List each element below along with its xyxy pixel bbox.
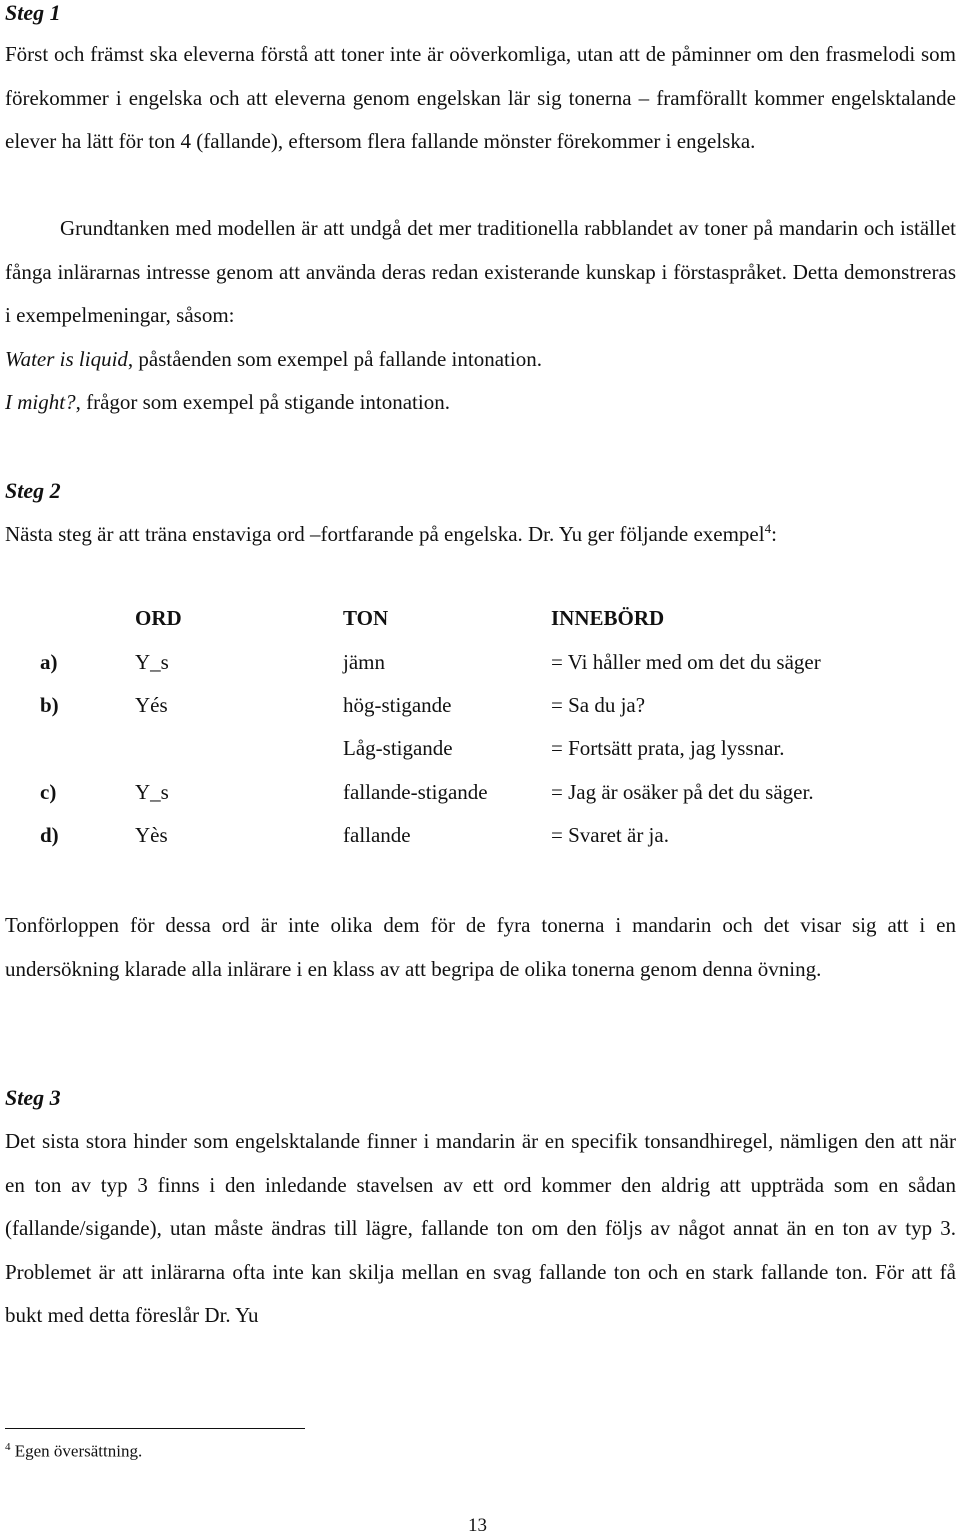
step1-heading: Steg 1	[5, 0, 61, 25]
example-question-text: , frågor som exempel på stigande intonation.	[75, 390, 450, 414]
row-meaning: = Fortsätt prata, jag lyssnar.	[551, 736, 785, 760]
example-question-italic: I might?	[5, 390, 76, 414]
table-header	[0, 606, 960, 649]
example-statement-italic: Water is liquid	[5, 347, 128, 371]
row-meaning: = Sa du ja?	[551, 693, 646, 717]
row-tone: jämn	[343, 650, 385, 674]
footnote-number: 4	[5, 1441, 11, 1453]
row-tone: fallande-stigande	[343, 780, 488, 804]
step1-paragraph-2: Grundtanken med modellen är att undgå det mer traditionella rabblandet av toner på mandarin och istället fånga inlärarnas intresse genom att använda deras redan existerande kunskap i förstaspråket. Detta demonstreras i exempelmeningar, såsom:	[5, 216, 956, 328]
table-row	[0, 693, 960, 736]
example-statement	[5, 347, 542, 372]
row-meaning: = Jag är osäker på det du säger.	[551, 780, 814, 804]
step2-intro	[5, 521, 777, 547]
row-meaning: = Vi håller med om det du säger	[551, 650, 821, 674]
step2-paragraph-after: Tonförloppen för dessa ord är inte olika dem för de fyra tonerna i mandarin och det visar sig att i en undersökning klarade alla inlärare i en klass av att begripa de olika tonerna genom denna övning.	[5, 913, 956, 981]
step2-intro-end: :	[771, 522, 777, 546]
step2-heading: Steg 2	[5, 478, 61, 503]
row-word: Yés	[135, 693, 168, 717]
header-ton: TON	[343, 606, 389, 630]
row-tone: Låg-stigande	[343, 736, 453, 760]
example-statement-text: , påståenden som exempel på fallande intonation.	[127, 347, 542, 371]
header-ord: ORD	[135, 606, 182, 630]
footnote	[5, 1441, 142, 1462]
table-row	[0, 823, 960, 866]
footnote-text: Egen översättning.	[10, 1441, 143, 1461]
step1-paragraph-1: Först och främst ska eleverna förstå att toner inte är oöverkomliga, utan att de påminner om den frasmelodi som förekommer i engelska och att eleverna genom engelskan lär sig tonerna – framförallt kommer engelsktalande elever ha lätt för ton 4 (fallande), eftersom flera fallande mönster förekommer i engelska.	[5, 42, 956, 154]
footnote-divider	[5, 1428, 305, 1429]
table-row	[0, 780, 960, 823]
step2-intro-text: Nästa steg är att träna enstaviga ord –fortfarande på engelska. Dr. Yu ger följande exempel	[5, 522, 765, 546]
row-word: Yès	[135, 823, 168, 847]
example-question	[5, 390, 450, 415]
row-tone: fallande	[343, 823, 411, 847]
header-innebord: INNEBÖRD	[551, 606, 665, 630]
table-row	[0, 650, 960, 693]
row-word: Y_s	[135, 780, 169, 804]
row-meaning: = Svaret är ja.	[551, 823, 669, 847]
page-number: 13	[468, 1515, 487, 1536]
row-label: b)	[40, 693, 59, 717]
step3-heading: Steg 3	[5, 1085, 61, 1110]
row-word: Y_s	[135, 650, 169, 674]
step3-paragraph: Det sista stora hinder som engelsktalande finner i mandarin är en specifik tonsandhiregel, nämligen den att när en ton av typ 3 finns i den inledande stavelsen av ett ord kommer den aldrig att uppträda som en sådan (fallande/sigande), utan måste ändras till lägre, fallande ton om den följs av något annat än en ton av typ 3. Problemet är att inlärarna ofta inte kan skilja mellan en svag fallande ton och en stark fallande ton. För att få bukt med detta föreslår Dr. Yu	[5, 1129, 956, 1328]
row-label: a)	[40, 650, 58, 674]
row-label: c)	[40, 780, 57, 804]
row-tone: hög-stigande	[343, 693, 452, 717]
footnote-reference[interactable]: 4	[764, 521, 772, 536]
row-label: d)	[40, 823, 59, 847]
table-row	[0, 736, 960, 779]
